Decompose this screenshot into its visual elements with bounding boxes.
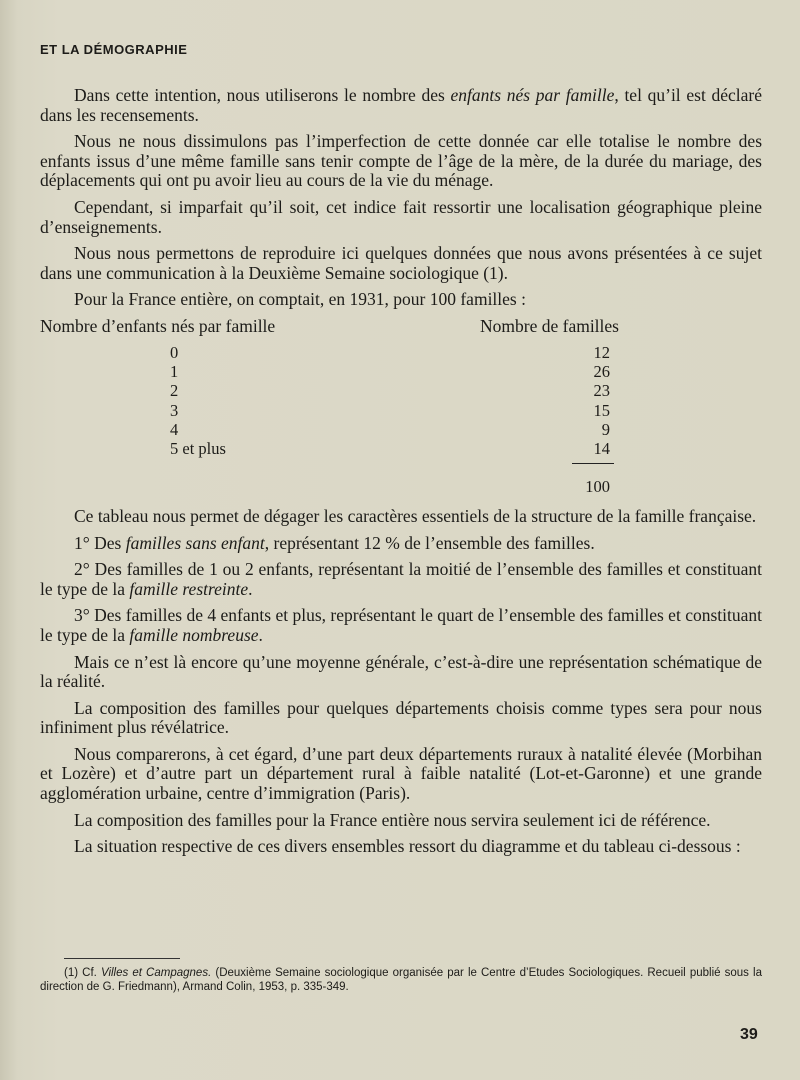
running-header: ET LA DÉMOGRAPHIE: [40, 42, 188, 57]
footnote-rule: [64, 958, 180, 959]
paragraph: 1° Des familles sans enfant, représentant 12 % de l’ensemble des familles.: [74, 532, 595, 553]
paragraph: Dans cette intention, nous utiliserons le nombre des enfants nés par famille, tel qu’il est déclaré dans les recensements.: [40, 85, 763, 125]
paragraph: Nous comparerons, à cet égard, d’une part deux départements ruraux à natalité élevée (Morbihan et Lozère) et d’autre part un département rural à faible natalité (Lot-et-Garonne) et une grande agglomération urbaine, centre d’immigration (Paris).: [40, 743, 762, 804]
families-table: [40, 317, 762, 499]
paragraph: Pour la France entière, on comptait, en 1931, pour 100 familles :: [74, 289, 526, 310]
families-column: [530, 343, 610, 458]
table-header-families: Nombre de familles: [480, 315, 619, 336]
table-cell: 15: [593, 400, 610, 420]
table-cell: 14: [593, 438, 610, 458]
table-cell: 1: [170, 362, 179, 382]
total-rule: [572, 463, 614, 464]
table-total: 100: [585, 476, 610, 496]
paragraph: 3° Des familles de 4 enfants et plus, représentant le quart de l’ensemble des familles et constituant le type de la famille nombreuse.: [40, 605, 762, 645]
table-cell: 0: [170, 342, 179, 362]
paragraph: La composition des familles pour quelques départements choisis comme types sera pour nous infiniment plus révélatrice.: [40, 697, 762, 738]
paragraph: La composition des familles pour la France entière nous servira seulement ici de référence.: [74, 809, 711, 830]
paragraph: Ce tableau nous permet de dégager les caractères essentiels de la structure de la famille française.: [74, 505, 757, 526]
table-cell: 23: [593, 381, 610, 401]
paragraph: Nous ne nous dissimulons pas l’imperfection de cette donnée car elle totalise le nombre des enfants issus d’une même famille sans tenir compte de l’âge de la mère, de la durée du mariage, des déplacements qui ont pu avoir lieu au cours de la vie du ménage.: [40, 131, 762, 191]
paragraph: Mais ce n’est là encore qu’une moyenne générale, c’est-à-dire une représentation schématique de la réalité.: [40, 651, 762, 692]
table-cell: 9: [601, 419, 610, 439]
paragraph: La situation respective de ces divers ensembles ressort du diagramme et du tableau ci-dessous :: [74, 836, 741, 857]
table-cell: 3: [170, 400, 179, 420]
page-number: 39: [740, 1026, 758, 1043]
main-text: [40, 86, 762, 864]
children-column: [170, 343, 226, 458]
table-cell: 4: [170, 419, 179, 439]
paragraph: Nous nous permettons de reproduire ici quelques données que nous avons présentées à ce sujet dans une communication à la Deuxième Semaine sociologique (1).: [40, 243, 762, 283]
table-cell: 5 et plus: [170, 438, 226, 458]
table-header-children: Nombre d’enfants nés par famille: [40, 315, 276, 336]
table-cell: 12: [593, 342, 610, 362]
paragraph: 2° Des familles de 1 ou 2 enfants, représentant la moitié de l’ensemble des familles et constituant le type de la famille restreinte.: [40, 559, 762, 599]
table-cell: 26: [593, 362, 610, 382]
table-cell: 2: [170, 381, 179, 401]
paragraph: Cependant, si imparfait qu’il soit, cet indice fait ressortir une localisation géographique pleine d’enseignements.: [40, 196, 762, 237]
footnote: (1) Cf. Villes et Campagnes. (Deuxième Semaine sociologique organisée par le Centre d’Etudes Sociologiques. Recueil publié sous la direction de G. Friedmann), Armand Colin, 1953, p. 335-349.: [40, 967, 762, 993]
